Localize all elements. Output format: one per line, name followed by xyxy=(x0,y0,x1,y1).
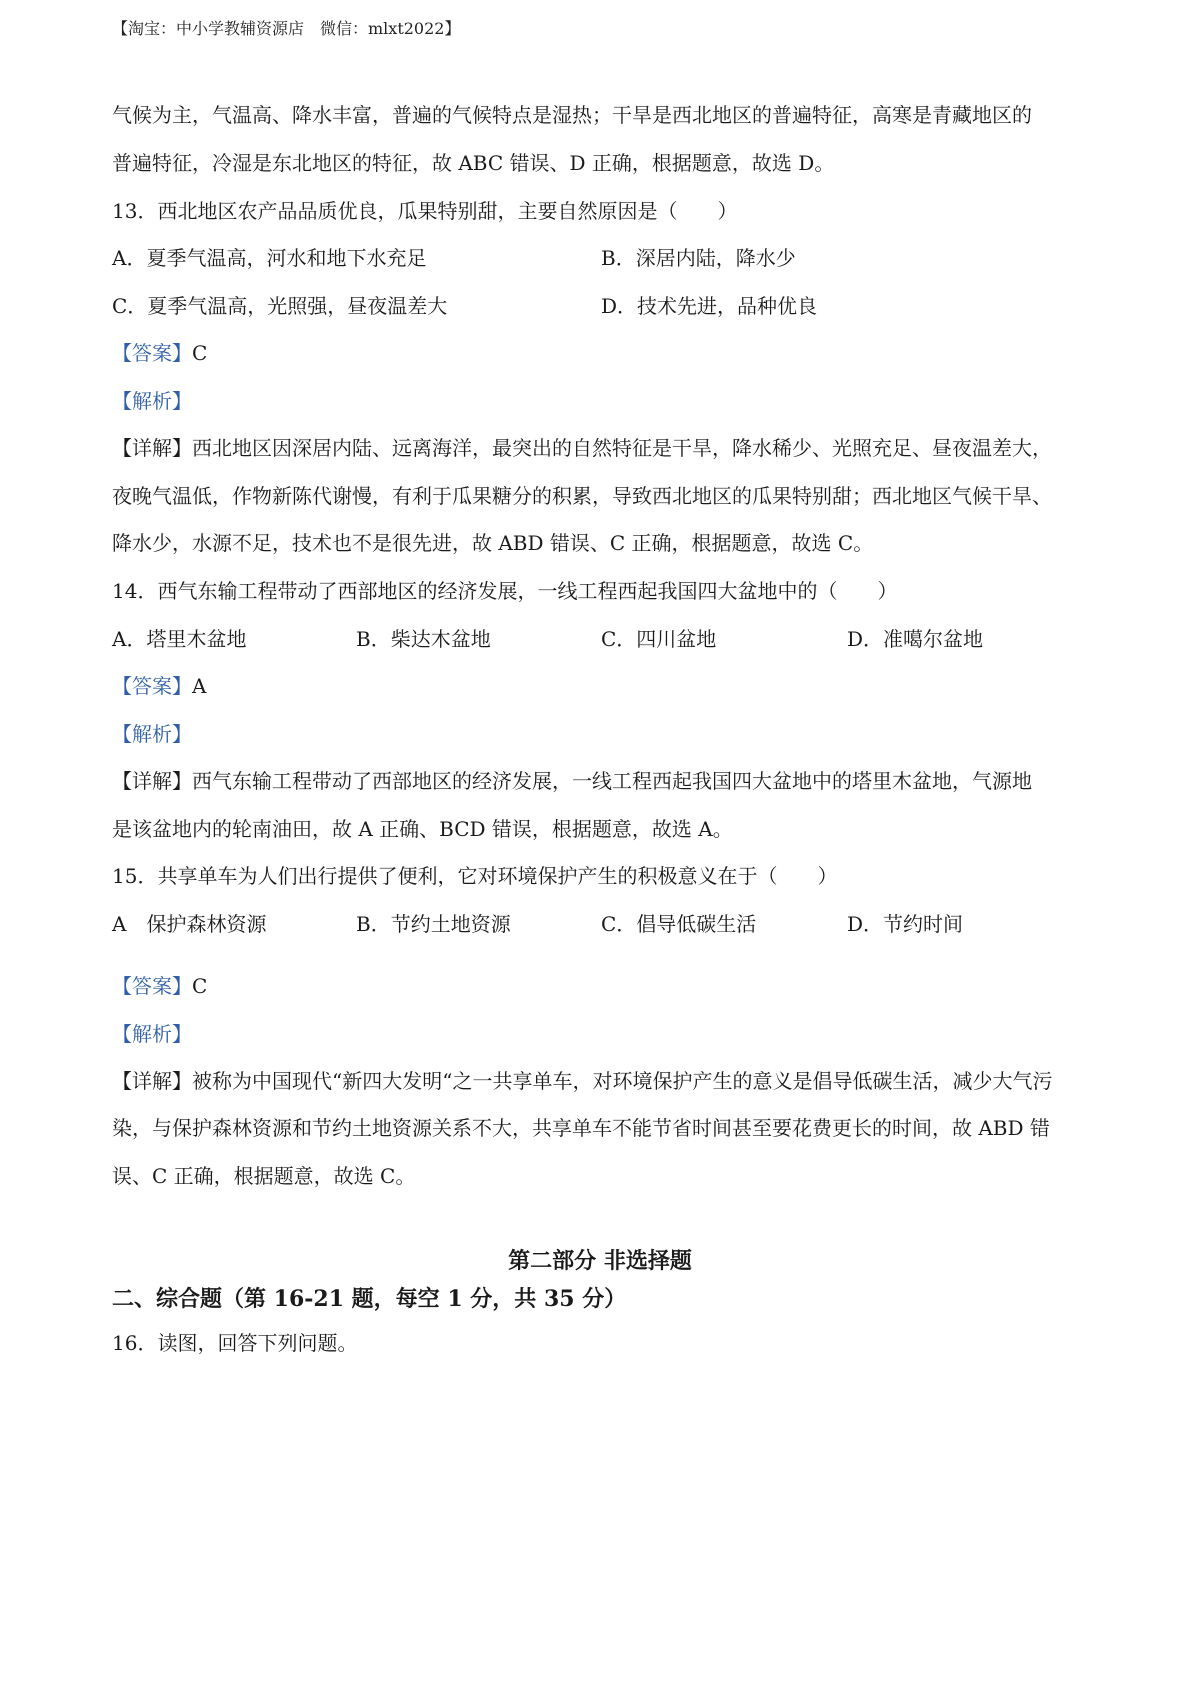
page-header: 【淘宝：中小学教辅资源店 微信：mlxt2022】 xyxy=(112,19,461,38)
answer-tag: 【答案】 xyxy=(112,341,192,365)
q14-analysis-tag: 【解析】 xyxy=(112,722,192,746)
q13-option-c: C．夏季气温高，光照强，昼夜温差大 xyxy=(112,294,448,318)
q15-option-a: A 保护森林资源 xyxy=(112,912,267,936)
q15-option-b: B．节约土地资源 xyxy=(356,912,511,936)
detail-tag: 【详解】 xyxy=(112,1069,192,1093)
q13-detail-line-2: 夜晚气温低，作物新陈代谢慢，有利于瓜果糖分的积累，导致西北地区的瓜果特别甜；西北地区气候干旱、 xyxy=(112,484,1052,508)
q13-analysis-tag: 【解析】 xyxy=(112,389,192,413)
detail-tag: 【详解】 xyxy=(112,436,192,460)
detail-text: 西北地区因深居内陆、远离海洋，最突出的自然特征是干旱，降水稀少、光照充足、昼夜温差大， xyxy=(192,436,1052,460)
q14-option-a: A．塔里木盆地 xyxy=(112,627,247,651)
q15-detail-line-2: 染，与保护森林资源和节约土地资源关系不大，共享单车不能节省时间甚至要花费更长的时间，故 ABD 错 xyxy=(112,1116,1050,1140)
q13-option-a: A．夏季气温高，河水和地下水充足 xyxy=(112,246,427,270)
q14-detail-line-1 xyxy=(112,766,1102,796)
q15-option-d: D．节约时间 xyxy=(847,912,964,936)
q13-detail-line-1 xyxy=(112,433,1102,463)
question-16-stem: 16．读图，回答下列问题。 xyxy=(112,1331,358,1355)
detail-text: 被称为中国现代“新四大发明“之一共享单车，对环境保护产生的意义是倡导低碳生活，减少大气污 xyxy=(192,1069,1053,1093)
q15-answer xyxy=(112,971,1102,1001)
q14-option-c: C．四川盆地 xyxy=(601,627,717,651)
question-14-stem: 14．西气东输工程带动了西部地区的经济发展，一线工程西起我国四大盆地中的（ ） xyxy=(112,579,898,603)
q14-option-b: B．柴达木盆地 xyxy=(356,627,491,651)
detail-tag: 【详解】 xyxy=(112,769,192,793)
answer-value: C xyxy=(192,341,208,365)
part-two-title: 第二部分 非选择题 xyxy=(508,1248,692,1274)
q13-option-b: B．深居内陆，降水少 xyxy=(601,246,796,270)
q13-detail-line-3: 降水少，水源不足，技术也不是很先进，故 ABD 错误、C 正确，根据题意，故选 C。 xyxy=(112,531,874,555)
section-title: 二、综合题（第 16-21 题，每空 1 分，共 35 分） xyxy=(112,1286,627,1312)
answer-tag: 【答案】 xyxy=(112,674,192,698)
q14-answer xyxy=(112,671,1102,701)
question-15-stem: 15．共享单车为人们出行提供了便利，它对环境保护产生的积极意义在于（ ） xyxy=(112,864,838,888)
answer-tag: 【答案】 xyxy=(112,974,192,998)
q14-detail-line-2: 是该盆地内的轮南油田，故 A 正确、BCD 错误，根据题意，故选 A。 xyxy=(112,817,733,841)
q15-detail-line-1 xyxy=(112,1066,1102,1096)
q13-option-d: D．技术先进，品种优良 xyxy=(601,294,818,318)
q15-option-c: C．倡导低碳生活 xyxy=(601,912,757,936)
q13-answer xyxy=(112,338,1102,368)
question-13-stem: 13．西北地区农产品品质优良，瓜果特别甜，主要自然原因是（ ） xyxy=(112,199,738,223)
answer-value: C xyxy=(192,974,208,998)
continuation-line-1: 气候为主，气温高、降水丰富，普遍的气候特点是湿热；干旱是西北地区的普遍特征，高寒是青藏地区的 xyxy=(112,103,1032,127)
q15-detail-line-3: 误、C 正确，根据题意，故选 C。 xyxy=(112,1164,416,1188)
detail-text: 西气东输工程带动了西部地区的经济发展，一线工程西起我国四大盆地中的塔里木盆地，气源地 xyxy=(192,769,1032,793)
continuation-line-2: 普遍特征，冷湿是东北地区的特征，故 ABC 错误、D 正确，根据题意，故选 D。 xyxy=(112,151,835,175)
q15-analysis-tag: 【解析】 xyxy=(112,1022,192,1046)
answer-value: A xyxy=(192,674,207,698)
q14-option-d: D．准噶尔盆地 xyxy=(847,627,984,651)
